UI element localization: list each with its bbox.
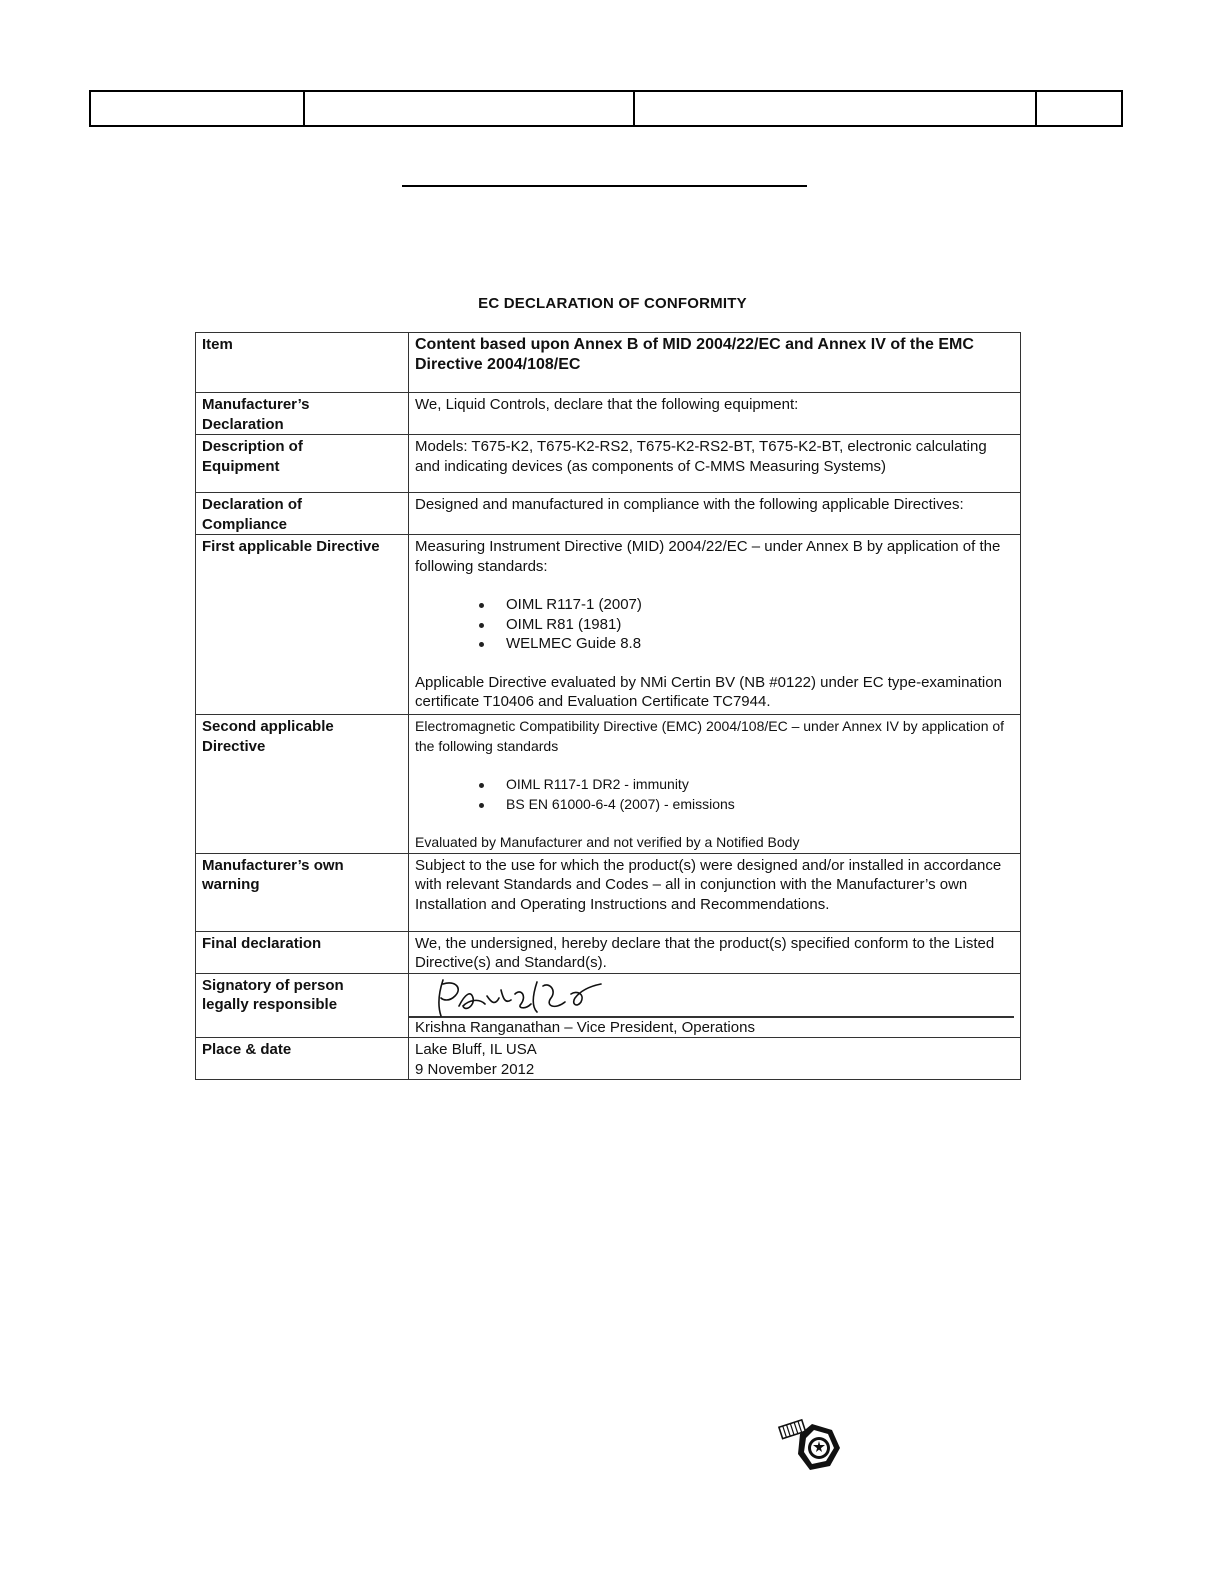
place: Lake Bluff, IL USA xyxy=(415,1041,537,1058)
place-date-content xyxy=(409,1038,1021,1080)
first-directive-content xyxy=(409,535,1021,715)
page-title: EC DECLARATION OF CONFORMITY xyxy=(478,295,747,312)
second-directive-note: Evaluated by Manufacturer and not verified by a Notified Body xyxy=(415,834,800,850)
place-date-label: Place & date xyxy=(196,1038,409,1080)
item-label: Item xyxy=(196,333,409,393)
table-row xyxy=(196,931,1021,973)
second-directive-intro: Electromagnetic Compatibility Directive (EMC) 2004/108/EC – under Annex IV by application of the following standards xyxy=(415,718,1005,754)
declaration-table xyxy=(195,332,1021,1080)
description-label: Description of Equipment xyxy=(196,435,409,493)
equipment-description: Models: T675-K2, T675-K2-RS2, T675-K2-RS2-BT, T675-K2-BT, electronic calculating and indicating devices (as components of C-MMS Measuring Systems) xyxy=(409,435,1021,493)
table-row xyxy=(196,535,1021,715)
second-directive-content xyxy=(409,715,1021,854)
date: 9 November 2012 xyxy=(415,1060,535,1078)
header-cell-3 xyxy=(634,91,1036,126)
table-row xyxy=(196,333,1021,393)
title-underline xyxy=(402,185,807,187)
table-row xyxy=(196,853,1021,931)
signatory-label: Signatory of person legally responsible xyxy=(196,973,409,1038)
table-row xyxy=(196,973,1021,1038)
list-item: OIML R81 (1981) xyxy=(415,615,1014,635)
second-directive-standards xyxy=(415,775,1014,814)
first-directive-intro: Measuring Instrument Directive (MID) 2004/22/EC – under Annex B by application of the following standards: xyxy=(415,538,1001,575)
compliance-statement: Designed and manufactured in compliance with the following applicable Directives: xyxy=(409,493,1021,535)
signatory-name: Krishna Ranganathan – Vice President, Operations xyxy=(415,1018,755,1036)
list-item: OIML R117-1 (2007) xyxy=(415,595,1014,615)
table-row xyxy=(196,435,1021,493)
table-row xyxy=(196,1038,1021,1080)
header-cell-4 xyxy=(1036,91,1122,126)
hex-nut-logo-icon xyxy=(776,1414,848,1481)
list-item: WELMEC Guide 8.8 xyxy=(415,634,1014,654)
list-item: BS EN 61000-6-4 (2007) - emissions xyxy=(415,795,1014,815)
warning-text: Subject to the use for which the product(s) were designed and/or installed in accordance with relevant Standards and Codes – all in conjunction with the Manufacturer’s own Installation and Operating Instructions and Recommendations. xyxy=(409,853,1021,931)
final-declaration-text: We, the undersigned, hereby declare that the product(s) specified conform to the Listed Directive(s) and Standard(s). xyxy=(409,931,1021,973)
table-row xyxy=(196,393,1021,435)
final-declaration-label: Final declaration xyxy=(196,931,409,973)
document-header-table xyxy=(89,90,1123,127)
item-content: Content based upon Annex B of MID 2004/22/EC and Annex IV of the EMC Directive 2004/108/EC xyxy=(409,333,1021,393)
table-row xyxy=(196,715,1021,854)
signatory-content xyxy=(409,973,1021,1038)
first-directive-note: Applicable Directive evaluated by NMi Certin BV (NB #0122) under EC type-examination certificate T10406 and Evaluation Certificate TC7944. xyxy=(415,673,1002,710)
compliance-label: Declaration of Compliance xyxy=(196,493,409,535)
warning-label: Manufacturer’s own warning xyxy=(196,853,409,931)
first-directive-standards xyxy=(415,595,1014,654)
list-item: OIML R117-1 DR2 - immunity xyxy=(415,775,1014,795)
header-cell-1 xyxy=(90,91,304,126)
signature xyxy=(409,976,1016,1016)
first-directive-label: First applicable Directive xyxy=(196,535,409,715)
manufacturer-declaration: We, Liquid Controls, declare that the following equipment: xyxy=(409,393,1021,435)
second-directive-label: Second applicable Directive xyxy=(196,715,409,854)
table-row xyxy=(196,493,1021,535)
manufacturer-label: Manufacturer’s Declaration xyxy=(196,393,409,435)
header-cell-2 xyxy=(304,91,634,126)
